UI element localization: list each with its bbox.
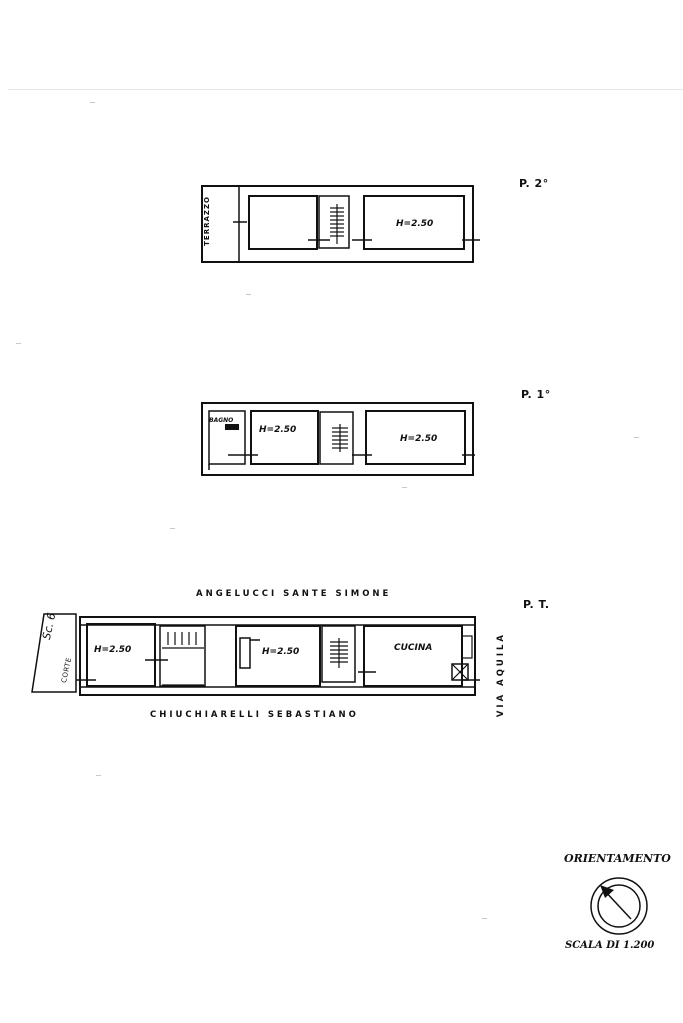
floor-2-label: P. 2° bbox=[519, 177, 549, 190]
corte-label: CORTE bbox=[60, 656, 74, 684]
neighbor-bottom-label: CHIUCHIARELLI SEBASTIANO bbox=[150, 710, 359, 720]
floor-2-plan bbox=[202, 186, 480, 262]
floor-1-room-height-right: H=2.50 bbox=[400, 434, 438, 444]
corte-number: Sc. 6 bbox=[40, 611, 59, 641]
terrazzo-label: TERRAZZO bbox=[203, 196, 211, 246]
scan-speck bbox=[402, 487, 407, 488]
scan-speck bbox=[170, 528, 175, 529]
scan-speck bbox=[96, 775, 101, 776]
ground-room-height-left: H=2.50 bbox=[94, 645, 132, 655]
orientation-title: ORIENTAMENTO bbox=[564, 852, 671, 865]
north-arrow-icon bbox=[591, 878, 647, 934]
ground-room-height-middle: H=2.50 bbox=[262, 647, 300, 657]
scan-speck bbox=[16, 343, 21, 344]
scan-speck bbox=[90, 102, 95, 103]
street-label: VIA AQUILA bbox=[496, 632, 506, 718]
scan-speck bbox=[482, 918, 487, 919]
kitchen-label: CUCINA bbox=[394, 643, 433, 653]
scan-speck bbox=[634, 437, 639, 438]
scale-label: SCALA DI 1.200 bbox=[565, 940, 655, 951]
bathroom-label: BAGNO bbox=[209, 417, 234, 424]
scan-speck bbox=[246, 294, 251, 295]
floor-1-label: P. 1° bbox=[521, 388, 551, 401]
floor-2-room-height: H=2.50 bbox=[396, 219, 434, 229]
floor-1-room-height-left: H=2.50 bbox=[259, 425, 297, 435]
neighbor-top-label: ANGELUCCI SANTE SIMONE bbox=[196, 589, 392, 599]
ground-floor-label: P. T. bbox=[523, 598, 550, 611]
